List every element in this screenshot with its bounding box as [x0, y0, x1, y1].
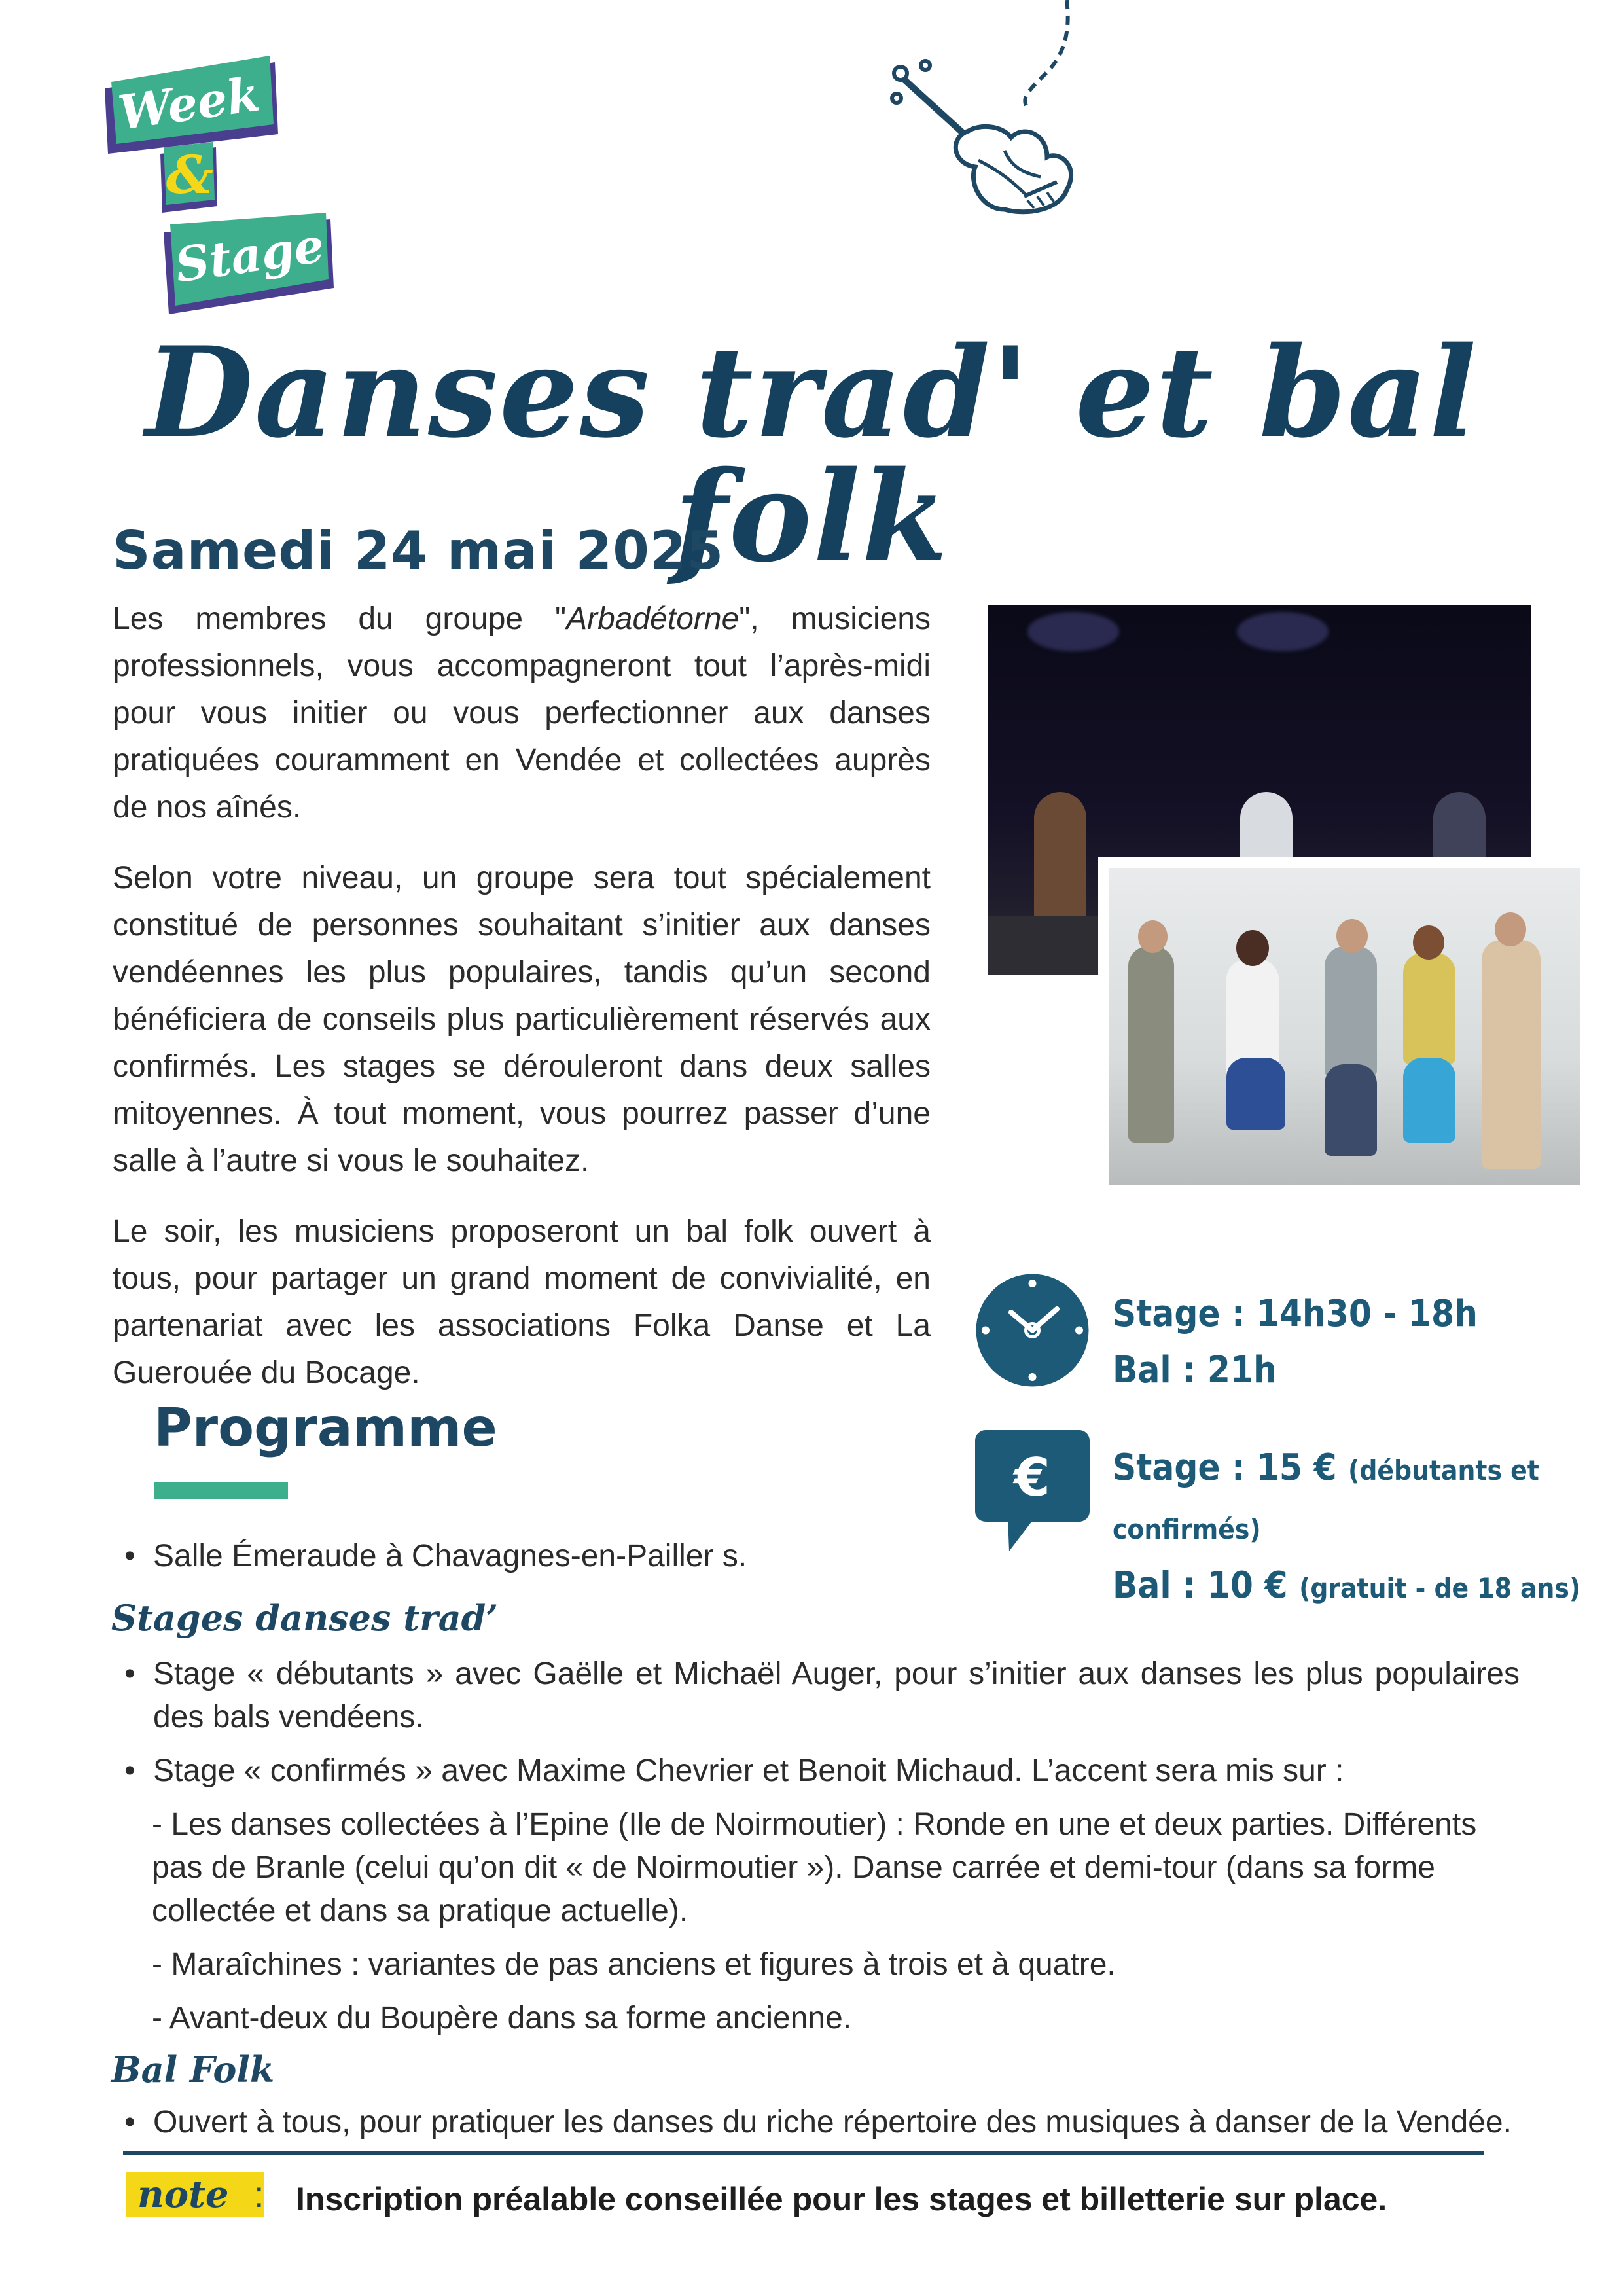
list-item: • Salle Émeraude à Chavagnes-en-Pailler s.: [119, 1535, 1520, 1578]
intro-paragraph-1: Les membres du groupe "Arbadétorne", musiciens professionnels, vous accompagneront tout l’après-midi pour vous initier ou vous perfectionner aux danses pratiquées couramment en Vendée et collectées auprès de nos aînés.: [113, 601, 931, 825]
bal-heading: Bal Folk: [111, 2049, 275, 2090]
location-list: [119, 1535, 1520, 1588]
note-text: Inscription préalable conseillée pour les stages et billetterie sur place.: [296, 2181, 1387, 2217]
price-info: [1113, 1440, 1623, 1617]
list-item: - Maraîchines : variantes de pas anciens et figures à trois et à quatre.: [152, 1947, 1116, 1982]
bal-hours: Bal : 21h: [1113, 1349, 1277, 1391]
event-date: Samedi 24 mai 2025: [113, 520, 724, 581]
svg-text:€: €: [1014, 1447, 1050, 1508]
note-label: note: [137, 2173, 229, 2216]
intro-text: [113, 596, 931, 1420]
bal-list: [119, 2101, 1520, 2155]
week-stage-logo: [98, 56, 360, 344]
list-item: - Avant-deux du Boupère dans sa forme ancienne.: [152, 2001, 852, 2036]
programme-heading: Programme: [154, 1397, 497, 1458]
list-item: • Ouvert à tous, pour pratiquer les danses du riche répertoire des musiques à danser de la Vendée.: [119, 2101, 1520, 2144]
clock-icon: [975, 1273, 1090, 1388]
stages-heading: Stages danses trad’: [111, 1597, 499, 1639]
logo-word-stage: Stage: [171, 217, 328, 293]
stage-hours: Stage : 14h30 - 18h: [1113, 1293, 1478, 1335]
intro-paragraph-2: Selon votre niveau, un groupe sera tout spécialement constitué de personnes souhaitant s’initier aux danses vendéennes les plus populaires, tandis qu’un second bénéficiera de conseils plus particulièrement réservés aux confirmés. Les stages se dérouleront dans deux salles mitoyennes. À tout moment, vous pourrez passer d’une salle à l’autre si vous le souhaitez.: [113, 861, 931, 1178]
violin-icon: [870, 0, 1106, 249]
bal-price-note: (gratuit - de 18 ans): [1299, 1572, 1581, 1604]
list-item: • Stage « confirmés » avec Maxime Chevrier et Benoit Michaud. L’accent sera mis sur :: [119, 1749, 1520, 1793]
note-colon: :: [254, 2174, 264, 2215]
list-item: • Stage « débutants » avec Gaëlle et Michaël Auger, pour s’initier aux danses les plus populaires des bals vendéens.: [119, 1653, 1520, 1739]
intro-paragraph-3: Le soir, les musiciens proposeront un bal folk ouvert à tous, pour partager un grand moment de convivialité, en partenariat avec les associations Folka Danse et La Guerouée du Bocage.: [113, 1214, 931, 1390]
group-name: Arbadétorne: [566, 601, 740, 636]
stage-price-note: (débutants et confirmés): [1113, 1454, 1539, 1545]
logo-ampersand: &: [166, 144, 214, 206]
stages-list: [119, 1653, 1520, 2051]
bal-price: Bal : 10 €: [1113, 1564, 1288, 1607]
euro-icon: [975, 1430, 1090, 1551]
list-item: - Les danses collectées à l’Epine (Ile de Noirmoutier) : Ronde en une et deux parties. Différents pas de Branle (celui qu’on dit « de Noirmoutier »). Danse carrée et demi-tour (dans sa forme collectée et dans sa pratique actuelle).: [152, 1807, 1477, 1928]
logo-word-week: Week: [115, 65, 264, 141]
stage-price: Stage : 15 €: [1113, 1446, 1337, 1489]
schedule-info: [1113, 1286, 1478, 1399]
divider: [123, 2151, 1484, 2155]
page-title: Danses trad' et bal folk: [145, 319, 1478, 590]
dancers-photo: [1098, 857, 1580, 1185]
programme-underline: [154, 1482, 288, 1499]
